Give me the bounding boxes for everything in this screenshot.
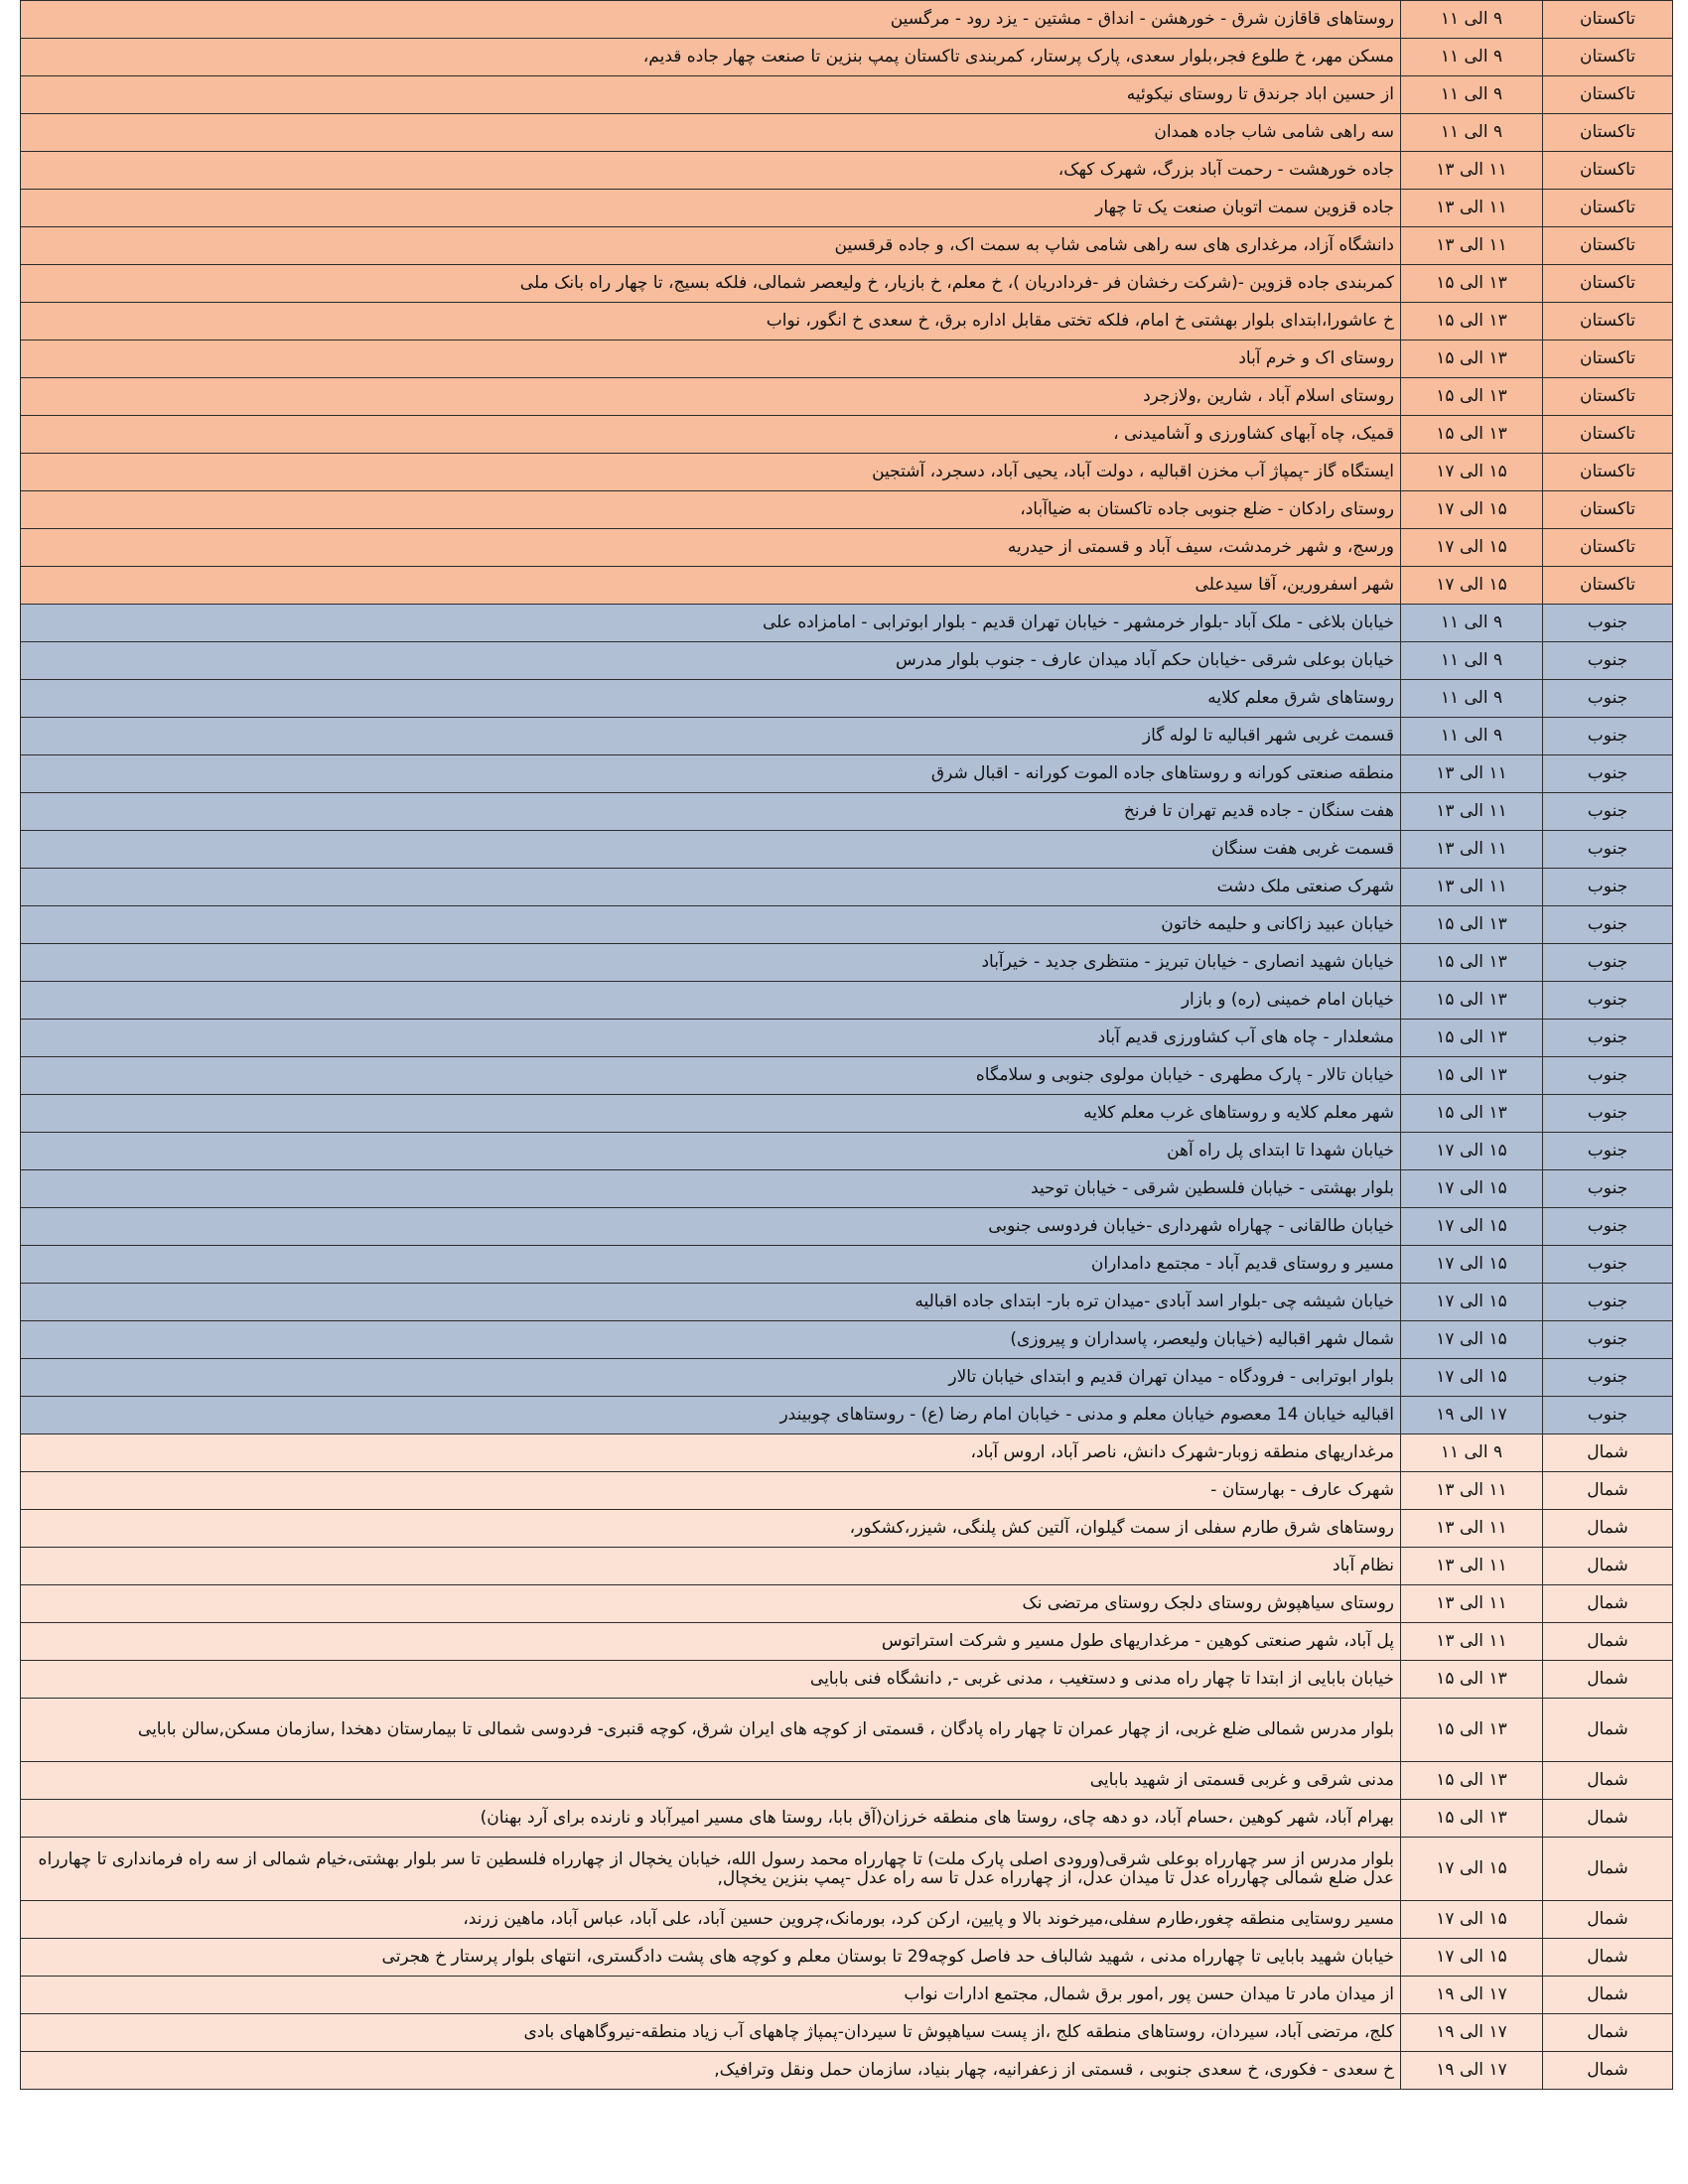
area-cell: خیابان بلاغی - ملک آباد -بلوار خرمشهر - خیابان تهران قدیم - بلوار ابوترابی - امامزاده علی — [21, 605, 1401, 642]
time-cell: ۹ الی ۱۱ — [1401, 114, 1543, 152]
area-cell: خیابان عبید زاکانی و حلیمه خاتون — [21, 906, 1401, 944]
table-row — [21, 1434, 1673, 1472]
table-row — [21, 1623, 1673, 1661]
table-row — [21, 1548, 1673, 1585]
table-row — [21, 1699, 1673, 1762]
time-cell: ۹ الی ۱۱ — [1401, 76, 1543, 114]
time-cell: ۱۷ الی ۱۹ — [1401, 2014, 1543, 2052]
area-cell: از میدان مادر تا میدان حسن پور ,امور برق شمال, مجتمع ادارات نواب — [21, 1977, 1401, 2014]
area-cell: خیابان امام خمینی (ره) و بازار — [21, 982, 1401, 1020]
region-cell: جنوب — [1543, 1057, 1673, 1095]
table-row — [21, 1133, 1673, 1170]
region-cell: جنوب — [1543, 1133, 1673, 1170]
table-row — [21, 416, 1673, 454]
area-cell: بلوار ابوترابی - فرودگاه - میدان تهران قدیم و ابتدای خیابان تالار — [21, 1359, 1401, 1397]
table-row — [21, 303, 1673, 341]
region-cell: جنوب — [1543, 1359, 1673, 1397]
table-row — [21, 114, 1673, 152]
table-row — [21, 2052, 1673, 2090]
region-cell: جنوب — [1543, 869, 1673, 906]
region-cell: جنوب — [1543, 982, 1673, 1020]
table-row — [21, 1284, 1673, 1321]
table-row — [21, 605, 1673, 642]
table-row — [21, 1208, 1673, 1246]
region-cell: تاکستان — [1543, 190, 1673, 227]
area-cell: جاده خورهشت - رحمت آباد بزرگ، شهرک کهک، — [21, 152, 1401, 190]
region-cell: جنوب — [1543, 831, 1673, 869]
table-row — [21, 1939, 1673, 1977]
time-cell: ۱۱ الی ۱۳ — [1401, 1548, 1543, 1585]
area-cell: مسیر روستایی منطقه چغور،طارم سفلی،میرخوند بالا و پایین، ارکن کرد، بورمانک،چروین حسین آباد، علی آباد، عباس آباد، ماهین زرند، — [21, 1901, 1401, 1939]
region-cell: جنوب — [1543, 944, 1673, 982]
table-row — [21, 1246, 1673, 1284]
time-cell: ۱۵ الی ۱۷ — [1401, 1208, 1543, 1246]
time-cell: ۱۳ الی ۱۵ — [1401, 1020, 1543, 1057]
time-cell: ۱۵ الی ۱۷ — [1401, 529, 1543, 567]
time-cell: ۱۵ الی ۱۷ — [1401, 1321, 1543, 1359]
time-cell: ۱۵ الی ۱۷ — [1401, 1133, 1543, 1170]
region-cell: شمال — [1543, 1510, 1673, 1548]
table-row — [21, 39, 1673, 76]
area-cell: منطقه صنعتی کورانه و روستاهای جاده الموت کورانه - اقبال شرق — [21, 755, 1401, 793]
region-cell: تاکستان — [1543, 416, 1673, 454]
region-cell: جنوب — [1543, 1284, 1673, 1321]
table-row — [21, 152, 1673, 190]
region-cell: تاکستان — [1543, 152, 1673, 190]
region-cell: جنوب — [1543, 906, 1673, 944]
area-cell: خیابان شهدا تا ابتدای پل راه آهن — [21, 1133, 1401, 1170]
table-row — [21, 1020, 1673, 1057]
region-cell: شمال — [1543, 1699, 1673, 1762]
area-cell: روستاهای قاقازن شرق - خورهشن - انداق - مشتین - یزد رود - مرگسین — [21, 1, 1401, 39]
table-row — [21, 2014, 1673, 2052]
area-cell: سه راهی شامی شاب جاده همدان — [21, 114, 1401, 152]
area-cell: خیابان شهید بابایی تا چهارراه مدنی ، شهید شالباف حد فاصل کوچه29 تا بوستان معلم و کوچه های پشت دادگستری، انتهای بلوار پرستار خ هجرتی — [21, 1939, 1401, 1977]
region-cell: جنوب — [1543, 1246, 1673, 1284]
table-row — [21, 1800, 1673, 1838]
table-row — [21, 1, 1673, 39]
area-cell: پل آباد، شهر صنعتی کوهین - مرغداریهای طول مسیر و شرکت استراتوس — [21, 1623, 1401, 1661]
table-row — [21, 1838, 1673, 1901]
area-cell: خ عاشورا،ابتدای بلوار بهشتی خ امام، فلکه تختی مقابل اداره برق، خ سعدی خ انگور، نواب — [21, 303, 1401, 341]
time-cell: ۹ الی ۱۱ — [1401, 1434, 1543, 1472]
time-cell: ۹ الی ۱۱ — [1401, 680, 1543, 718]
area-cell: بلوار بهشتی - خیابان فلسطین شرقی - خیابان توحید — [21, 1170, 1401, 1208]
time-cell: ۱۱ الی ۱۳ — [1401, 831, 1543, 869]
time-cell: ۱۳ الی ۱۵ — [1401, 906, 1543, 944]
area-cell: خیابان تالار - پارک مطهری - خیابان مولوی جنوبی و سلامگاه — [21, 1057, 1401, 1095]
time-cell: ۱۵ الی ۱۷ — [1401, 1838, 1543, 1901]
region-cell: تاکستان — [1543, 227, 1673, 265]
area-cell: روستای اک و خرم آباد — [21, 341, 1401, 378]
area-cell: مشعلدار - چاه های آب کشاورزی قدیم آباد — [21, 1020, 1401, 1057]
area-cell: خیابان بوعلی شرقی -خیابان حکم آباد میدان عارف - جنوب بلوار مدرس — [21, 642, 1401, 680]
time-cell: ۱۳ الی ۱۵ — [1401, 1699, 1543, 1762]
table-row — [21, 1359, 1673, 1397]
area-cell: کلج، مرتضی آباد، سیردان، روستاهای منطقه کلج ،از پست سیاهپوش تا سیردان-پمپاژ چاههای آب زیاد منطقه-نیروگاههای بادی — [21, 2014, 1401, 2052]
time-cell: ۱۵ الی ۱۷ — [1401, 1246, 1543, 1284]
table-row — [21, 76, 1673, 114]
region-cell: شمال — [1543, 1901, 1673, 1939]
area-cell: هفت سنگان - جاده قدیم تهران تا فرنخ — [21, 793, 1401, 831]
region-cell: جنوب — [1543, 1397, 1673, 1434]
region-cell: تاکستان — [1543, 1, 1673, 39]
table-row — [21, 1321, 1673, 1359]
region-cell: تاکستان — [1543, 454, 1673, 491]
region-cell: تاکستان — [1543, 303, 1673, 341]
region-cell: تاکستان — [1543, 341, 1673, 378]
region-cell: تاکستان — [1543, 529, 1673, 567]
region-cell: جنوب — [1543, 1020, 1673, 1057]
table-row — [21, 680, 1673, 718]
region-cell: تاکستان — [1543, 491, 1673, 529]
area-cell: مدنی شرقی و غربی قسمتی از شهید بابایی — [21, 1762, 1401, 1800]
area-cell: مرغداریهای منطقه زوبار-شهرک دانش، ناصر آباد، اروس آباد، — [21, 1434, 1401, 1472]
time-cell: ۱۱ الی ۱۳ — [1401, 1472, 1543, 1510]
area-cell: قسمت غربی شهر اقبالیه تا لوله گاز — [21, 718, 1401, 755]
region-cell: شمال — [1543, 2052, 1673, 2090]
area-cell: بلوار مدرس از سر چهارراه بوعلی شرقی(ورودی اصلی پارک ملت) تا چهارراه محمد رسول الله، خیابان یخچال از چهارراه فلسطین تا سر بلوار بهشتی،خیام شمالی از سه راه فرمانداری تا چهارراه عدل ضلع شمالی چهارراه عدل تا میدان عدل، از چهارراه عدل تا سه راه عدل -پمپ بنزین یخچال, — [21, 1838, 1401, 1901]
region-cell: جنوب — [1543, 718, 1673, 755]
time-cell: ۱۱ الی ۱۳ — [1401, 227, 1543, 265]
table-row — [21, 755, 1673, 793]
time-cell: ۱۳ الی ۱۵ — [1401, 378, 1543, 416]
table-row — [21, 982, 1673, 1020]
region-cell: شمال — [1543, 1585, 1673, 1623]
area-cell: دانشگاه آزاد، مرغداری های سه راهی شامی شاپ به سمت اک، و جاده قرقسین — [21, 227, 1401, 265]
table-row — [21, 1472, 1673, 1510]
area-cell: روستای رادکان - ضلع جنوبی جاده تاکستان به ضیاآباد، — [21, 491, 1401, 529]
table-row — [21, 1095, 1673, 1133]
area-cell: روستاهای شرق طارم سفلی از سمت گیلوان، آلتین کش پلنگی، شیزر،کشکور، — [21, 1510, 1401, 1548]
time-cell: ۱۳ الی ۱۵ — [1401, 341, 1543, 378]
time-cell: ۹ الی ۱۱ — [1401, 1, 1543, 39]
area-cell: بلوار مدرس شمالی ضلع غربی، از چهار عمران تا چهار راه پادگان ، قسمتی از کوچه های ایران شرق، کوچه قنبری- فردوسی شمالی تا بیمارستان دهخدا ,سازمان مسکن,سالن بابایی — [21, 1699, 1401, 1762]
area-cell: اقبالیه خیابان 14 معصوم خیابان معلم و مدنی - خیابان امام رضا (ع) - روستاهای چوبیندر — [21, 1397, 1401, 1434]
time-cell: ۱۵ الی ۱۷ — [1401, 1901, 1543, 1939]
outage-schedule-table — [20, 0, 1673, 2090]
time-cell: ۹ الی ۱۱ — [1401, 718, 1543, 755]
table-row — [21, 944, 1673, 982]
area-cell: ایستگاه گاز -پمپاژ آب مخزن اقبالیه ، دولت آباد، یحیی آباد، دسجرد، آشتجین — [21, 454, 1401, 491]
table-row — [21, 567, 1673, 605]
area-cell: شهرک عارف - بهارستان - — [21, 1472, 1401, 1510]
table-row — [21, 869, 1673, 906]
area-cell: روستای سیاهپوش روستای دلجک روستای مرتضی نک — [21, 1585, 1401, 1623]
region-cell: تاکستان — [1543, 265, 1673, 303]
time-cell: ۱۳ الی ۱۵ — [1401, 1095, 1543, 1133]
table-row — [21, 265, 1673, 303]
table-row — [21, 529, 1673, 567]
region-cell: شمال — [1543, 1939, 1673, 1977]
table-row — [21, 831, 1673, 869]
region-cell: جنوب — [1543, 755, 1673, 793]
area-cell: ورسج، و شهر خرمدشت، سیف آباد و قسمتی از حیدریه — [21, 529, 1401, 567]
time-cell: ۱۱ الی ۱۳ — [1401, 152, 1543, 190]
time-cell: ۱۱ الی ۱۳ — [1401, 1510, 1543, 1548]
area-cell: قسمت غربی هفت سنگان — [21, 831, 1401, 869]
time-cell: ۱۳ الی ۱۵ — [1401, 416, 1543, 454]
time-cell: ۱۳ الی ۱۵ — [1401, 1800, 1543, 1838]
area-cell: خیابان بابایی از ابتدا تا چهار راه مدنی و دستغیب ، مدنی غربی -, دانشگاه فنی بابایی — [21, 1661, 1401, 1699]
time-cell: ۱۵ الی ۱۷ — [1401, 567, 1543, 605]
area-cell: خ سعدی - فکوری، خ سعدی جنوبی ، قسمتی از زعفرانیه، چهار بنیاد، سازمان حمل ونقل وترافیک, — [21, 2052, 1401, 2090]
region-cell: شمال — [1543, 1977, 1673, 2014]
area-cell: قمیک، چاه آبهای کشاورزی و آشامیدنی ، — [21, 416, 1401, 454]
region-cell: جنوب — [1543, 680, 1673, 718]
region-cell: جنوب — [1543, 605, 1673, 642]
time-cell: ۱۵ الی ۱۷ — [1401, 1284, 1543, 1321]
table-row — [21, 1397, 1673, 1434]
table-row — [21, 718, 1673, 755]
table-row — [21, 906, 1673, 944]
area-cell: شهر معلم کلایه و روستاهای غرب معلم کلایه — [21, 1095, 1401, 1133]
region-cell: جنوب — [1543, 1321, 1673, 1359]
table-row — [21, 1510, 1673, 1548]
region-cell: تاکستان — [1543, 76, 1673, 114]
region-cell: جنوب — [1543, 642, 1673, 680]
time-cell: ۱۱ الی ۱۳ — [1401, 1585, 1543, 1623]
time-cell: ۱۵ الی ۱۷ — [1401, 1359, 1543, 1397]
time-cell: ۱۵ الی ۱۷ — [1401, 1939, 1543, 1977]
time-cell: ۱۱ الی ۱۳ — [1401, 869, 1543, 906]
area-cell: کمربندی جاده قزوین -(شرکت رخشان فر -فردادریان )، خ معلم، خ بازیار، خ ولیعصر شمالی، فلکه بسیج، تا چهار راه بانک ملی — [21, 265, 1401, 303]
time-cell: ۱۳ الی ۱۵ — [1401, 1057, 1543, 1095]
table-row — [21, 1585, 1673, 1623]
time-cell: ۱۱ الی ۱۳ — [1401, 793, 1543, 831]
time-cell: ۱۵ الی ۱۷ — [1401, 1170, 1543, 1208]
region-cell: جنوب — [1543, 1208, 1673, 1246]
area-cell: شهر اسفرورین، آقا سیدعلی — [21, 567, 1401, 605]
region-cell: شمال — [1543, 1838, 1673, 1901]
region-cell: شمال — [1543, 1661, 1673, 1699]
table-row — [21, 190, 1673, 227]
area-cell: خیابان طالقانی - چهاراه شهرداری -خیابان فردوسی جنوبی — [21, 1208, 1401, 1246]
time-cell: ۱۷ الی ۱۹ — [1401, 1397, 1543, 1434]
time-cell: ۱۳ الی ۱۵ — [1401, 265, 1543, 303]
area-cell: مسکن مهر، خ طلوع فجر،بلوار سعدی، پارک پرستار، کمربندی تاکستان پمپ بنزین تا صنعت چهار جاده قدیم، — [21, 39, 1401, 76]
time-cell: ۱۵ الی ۱۷ — [1401, 491, 1543, 529]
area-cell: شمال شهر اقبالیه (خیابان ولیعصر، پاسداران و پیروزی) — [21, 1321, 1401, 1359]
time-cell: ۱۳ الی ۱۵ — [1401, 1762, 1543, 1800]
area-cell: روستاهای شرق معلم کلایه — [21, 680, 1401, 718]
region-cell: تاکستان — [1543, 567, 1673, 605]
table-row — [21, 1170, 1673, 1208]
area-cell: جاده قزوین سمت اتوبان صنعت یک تا چهار — [21, 190, 1401, 227]
area-cell: نظام آباد — [21, 1548, 1401, 1585]
time-cell: ۱۱ الی ۱۳ — [1401, 190, 1543, 227]
table-row — [21, 1977, 1673, 2014]
time-cell: ۱۷ الی ۱۹ — [1401, 2052, 1543, 2090]
table-row — [21, 1661, 1673, 1699]
table-row — [21, 378, 1673, 416]
table-row — [21, 642, 1673, 680]
region-cell: جنوب — [1543, 1170, 1673, 1208]
time-cell: ۱۳ الی ۱۵ — [1401, 1661, 1543, 1699]
table-body — [21, 1, 1673, 2090]
time-cell: ۹ الی ۱۱ — [1401, 642, 1543, 680]
table-row — [21, 341, 1673, 378]
area-cell: خیابان شیشه چی -بلوار اسد آبادی -میدان تره بار- ابتدای جاده اقبالیه — [21, 1284, 1401, 1321]
table-row — [21, 1057, 1673, 1095]
area-cell: بهرام آباد، شهر کوهین ،حسام آباد، دو دهه چای، روستا های منطقه خرزان(آق بابا، روستا های مسیر امیرآباد و نارنده برای آرد بهنان) — [21, 1800, 1401, 1838]
area-cell: شهرک صنعتی ملک دشت — [21, 869, 1401, 906]
region-cell: تاکستان — [1543, 114, 1673, 152]
table-row — [21, 1901, 1673, 1939]
area-cell: مسیر و روستای قدیم آباد - مجتمع دامداران — [21, 1246, 1401, 1284]
time-cell: ۱۳ الی ۱۵ — [1401, 303, 1543, 341]
region-cell: شمال — [1543, 1623, 1673, 1661]
area-cell: روستای اسلام آباد ، شارین ,ولازجرد — [21, 378, 1401, 416]
region-cell: جنوب — [1543, 793, 1673, 831]
area-cell: خیابان شهید انصاری - خیابان تبریز - منتظری جدید - خیرآباد — [21, 944, 1401, 982]
time-cell: ۱۳ الی ۱۵ — [1401, 982, 1543, 1020]
time-cell: ۹ الی ۱۱ — [1401, 39, 1543, 76]
time-cell: ۱۱ الی ۱۳ — [1401, 1623, 1543, 1661]
time-cell: ۹ الی ۱۱ — [1401, 605, 1543, 642]
region-cell: جنوب — [1543, 1095, 1673, 1133]
region-cell: شمال — [1543, 1548, 1673, 1585]
region-cell: تاکستان — [1543, 378, 1673, 416]
region-cell: شمال — [1543, 1800, 1673, 1838]
region-cell: تاکستان — [1543, 39, 1673, 76]
time-cell: ۱۳ الی ۱۵ — [1401, 944, 1543, 982]
region-cell: شمال — [1543, 1762, 1673, 1800]
table-row — [21, 227, 1673, 265]
area-cell: از حسین اباد جرندق تا روستای نیکوئیه — [21, 76, 1401, 114]
region-cell: شمال — [1543, 1472, 1673, 1510]
region-cell: شمال — [1543, 2014, 1673, 2052]
time-cell: ۱۵ الی ۱۷ — [1401, 454, 1543, 491]
table-row — [21, 454, 1673, 491]
time-cell: ۱۷ الی ۱۹ — [1401, 1977, 1543, 2014]
table-row — [21, 491, 1673, 529]
time-cell: ۱۱ الی ۱۳ — [1401, 755, 1543, 793]
region-cell: شمال — [1543, 1434, 1673, 1472]
table-row — [21, 793, 1673, 831]
table-row — [21, 1762, 1673, 1800]
